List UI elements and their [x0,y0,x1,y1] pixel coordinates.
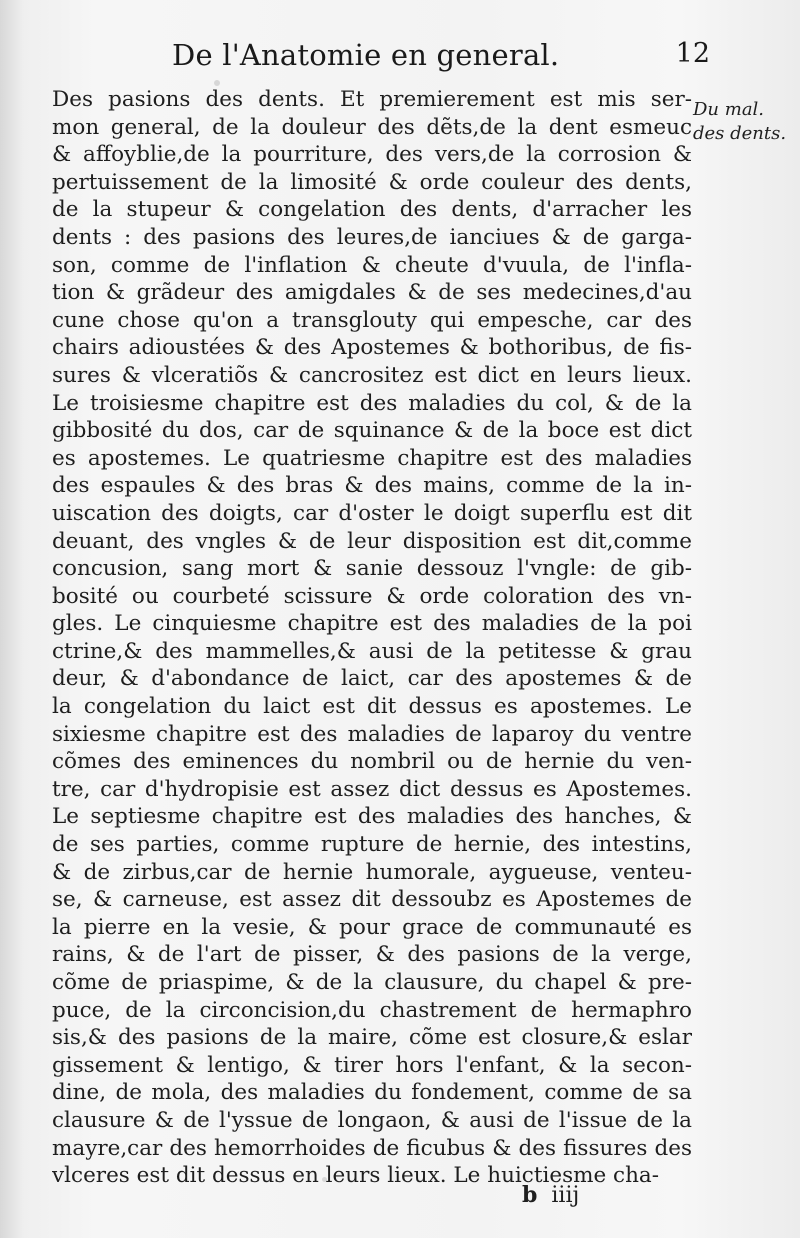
text-line: vlceres est dit dessus en leurs lieux. Le huictiesme cha- [52,1163,660,1189]
text-line: deur, & d'abondance de laict, car des apostemes & de [52,666,692,692]
margin-note-line: Du mal. [693,99,765,120]
text-line: & de zirbus,car de hernie humorale, aygueuse, venteu- [52,859,692,885]
text-line: gissement & lentigo, & tirer hors l'enfant, & la secon- [52,1052,692,1078]
text-line: concusion, sang mort & sanie dessouz l'vngle: de gib- [52,556,692,582]
text-line: dents : des pasions des leures,de ianciues & de garga- [52,224,692,250]
text-line: gles. Le cinquiesme chapitre est des maladies de la poi [52,611,692,637]
text-line: mon general, de la douleur des dẽts,de la dent esmeuc [52,114,692,140]
text-line: cune chose qu'on a transglouty qui empesche, car des [52,307,692,333]
text-line: la pierre en la vesie, & pour grace de communauté es [52,914,692,940]
text-line: son, comme de l'inflation & cheute d'vuula, de l'infla- [52,252,692,278]
text-line: sures & vlceratiõs & cancrositez est dict en leurs lieux. [52,362,692,388]
text-line: dine, de mola, des maladies du fondement, comme de sa [52,1080,692,1106]
text-line: puce, de la circoncision,du chastrement de hermaphro [52,997,692,1023]
text-line: rains, & de l'art de pisser, & des pasions de la verge, [52,942,692,968]
text-line: es apostemes. Le quatriesme chapitre est des maladies [52,445,692,471]
signature-mark [522,1182,579,1208]
text-line: Le septiesme chapitre est des maladies des hanches, & [52,804,692,830]
text-line: bosité ou courbeté scissure & orde coloration des vn- [52,583,692,609]
text-line: sis,& des pasions de la maire, cõme est closure,& eslar [52,1025,692,1051]
margin-note-line: des dents. [693,123,787,144]
text-line: mayre,car des hemorrhoides de ficubus & des fissures des [52,1135,692,1161]
text-line: cõme de priaspime, & de la clausure, du chapel & pre- [52,970,692,995]
text-line: clausure & de l'yssue de longaon, & ausi de l'issue de la [52,1107,692,1133]
text-line: ctrine,& des mammelles,& ausi de la petitesse & grau [52,638,692,664]
text-line: des espaules & des bras & des mains, comme de la in- [52,473,692,499]
page-number: 12 [675,38,710,69]
margin-note [693,98,798,146]
text-line: cõmes des eminences du nombril ou de hernie du ven- [52,749,692,775]
text-line: gibbosité du dos, car de squinance & de la boce est dict [52,418,692,444]
text-line: la congelation du laict est dit dessus es apostemes. Le [52,694,692,720]
signature-letter: b [522,1182,538,1208]
text-line: tion & grãdeur des amigdales & de ses medecines,d'au [52,280,692,306]
text-line: uiscation des doigts, car d'oster le doigt superflu est dit [52,500,692,526]
text-line: chairs adioustées & des Apostemes & bothoribus, de fis- [52,335,692,361]
body-text [52,86,692,1190]
signature-number: iiij [551,1183,580,1208]
text-line: deuant, des vngles & de leur disposition est dit,comme [52,528,692,554]
text-line: sixiesme chapitre est des maladies de laparoy du ventre [52,721,692,747]
page-header [172,38,710,78]
text-line: de ses parties, comme rupture de hernie, des intestins, [52,832,692,858]
running-title: De l'Anatomie en general. [172,38,560,72]
text-line: pertuissement de la limosité & orde couleur des dents, [52,169,692,195]
text-line: de la stupeur & congelation des dents, d'arracher les [52,197,692,223]
text-line: Le troisiesme chapitre est des maladies du col, & de la [52,390,692,416]
text-line: Des pasions des dents. Et premierement est mis ser- [52,87,692,112]
text-line: se, & carneuse, est assez dit dessoubz es Apostemes de [52,887,692,913]
text-line: tre, car d'hydropisie est assez dict dessus es Apostemes. [52,776,692,802]
text-line: & affoyblie,de la pourriture, des vers,de la corrosion & [52,142,692,168]
